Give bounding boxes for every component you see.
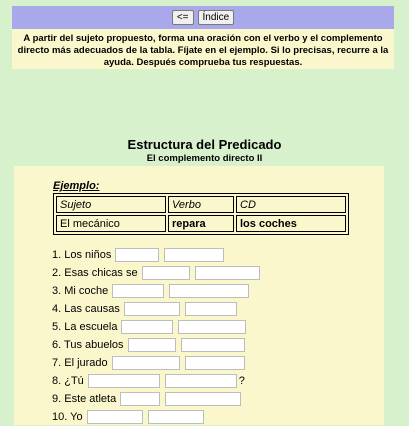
- object-input[interactable]: [148, 410, 204, 424]
- verb-input[interactable]: [124, 302, 180, 316]
- verb-input[interactable]: [142, 266, 190, 280]
- object-input[interactable]: [169, 284, 249, 298]
- instructions-text: A partir del sujeto propuesto, forma una oración con el verbo y el complemento directo más adecuados de la tabla. Fíjate en el ejemplo. Si lo precisas, recurre a la ayuda. Después comprueba tus respuestas.: [12, 29, 394, 69]
- exercise-panel: [14, 166, 384, 425]
- example-header-sujeto: Sujeto: [56, 196, 166, 213]
- exercise-item-2: [52, 264, 260, 282]
- exercise-item-5: [52, 318, 260, 336]
- verb-input[interactable]: [112, 356, 180, 370]
- item-subject: 8. ¿Tú: [52, 375, 84, 387]
- navigation-bar: [12, 6, 394, 29]
- example-sujeto: El mecánico: [56, 215, 166, 232]
- item-subject: 5. La escuela: [52, 321, 118, 333]
- verb-input[interactable]: [128, 338, 176, 352]
- question-mark: ?: [238, 375, 245, 387]
- exercise-item-9: [52, 390, 260, 408]
- verb-input[interactable]: [112, 284, 164, 298]
- example-verbo: repara: [168, 215, 234, 232]
- object-input[interactable]: [185, 302, 237, 316]
- object-input[interactable]: [165, 374, 237, 388]
- exercise-item-4: [52, 300, 260, 318]
- example-data-row: [56, 215, 346, 232]
- page-subtitle: El complemento directo II: [146, 153, 263, 164]
- object-input[interactable]: [165, 392, 241, 406]
- exercise-item-8: [52, 372, 260, 390]
- example-cd: los coches: [236, 215, 346, 232]
- item-subject: 9. Este atleta: [52, 393, 117, 405]
- item-subject: 6. Tus abuelos: [52, 339, 124, 351]
- object-input[interactable]: [178, 320, 246, 334]
- object-input[interactable]: [195, 266, 260, 280]
- verb-input[interactable]: [115, 248, 159, 262]
- exercise-list: [52, 246, 260, 426]
- exercise-item-3: [52, 282, 260, 300]
- exercise-item-7: [52, 354, 260, 372]
- example-table: [53, 193, 349, 235]
- verb-input[interactable]: [88, 374, 160, 388]
- item-subject: 3. Mi coche: [52, 285, 109, 297]
- exercise-item-1: [52, 246, 260, 264]
- example-header-cd: CD: [236, 196, 346, 213]
- item-subject: 1. Los niños: [52, 249, 112, 261]
- item-subject: 7. El jurado: [52, 357, 108, 369]
- verb-input[interactable]: [121, 320, 173, 334]
- example-label: Ejemplo:: [53, 180, 100, 192]
- verb-input[interactable]: [120, 392, 160, 406]
- exercise-item-10: [52, 408, 260, 426]
- example-header-row: [56, 196, 346, 213]
- object-input[interactable]: [164, 248, 224, 262]
- item-subject: 4. Las causas: [52, 303, 120, 315]
- object-input[interactable]: [185, 356, 245, 370]
- item-subject: 10. Yo: [52, 411, 83, 423]
- back-button[interactable]: <=: [172, 10, 194, 25]
- example-header-verbo: Verbo: [168, 196, 234, 213]
- index-button[interactable]: Índice: [198, 10, 235, 25]
- item-subject: 2. Esas chicas se: [52, 267, 138, 279]
- page-title: Estructura del Predicado: [127, 137, 282, 152]
- exercise-item-6: [52, 336, 260, 354]
- object-input[interactable]: [181, 338, 245, 352]
- verb-input[interactable]: [87, 410, 143, 424]
